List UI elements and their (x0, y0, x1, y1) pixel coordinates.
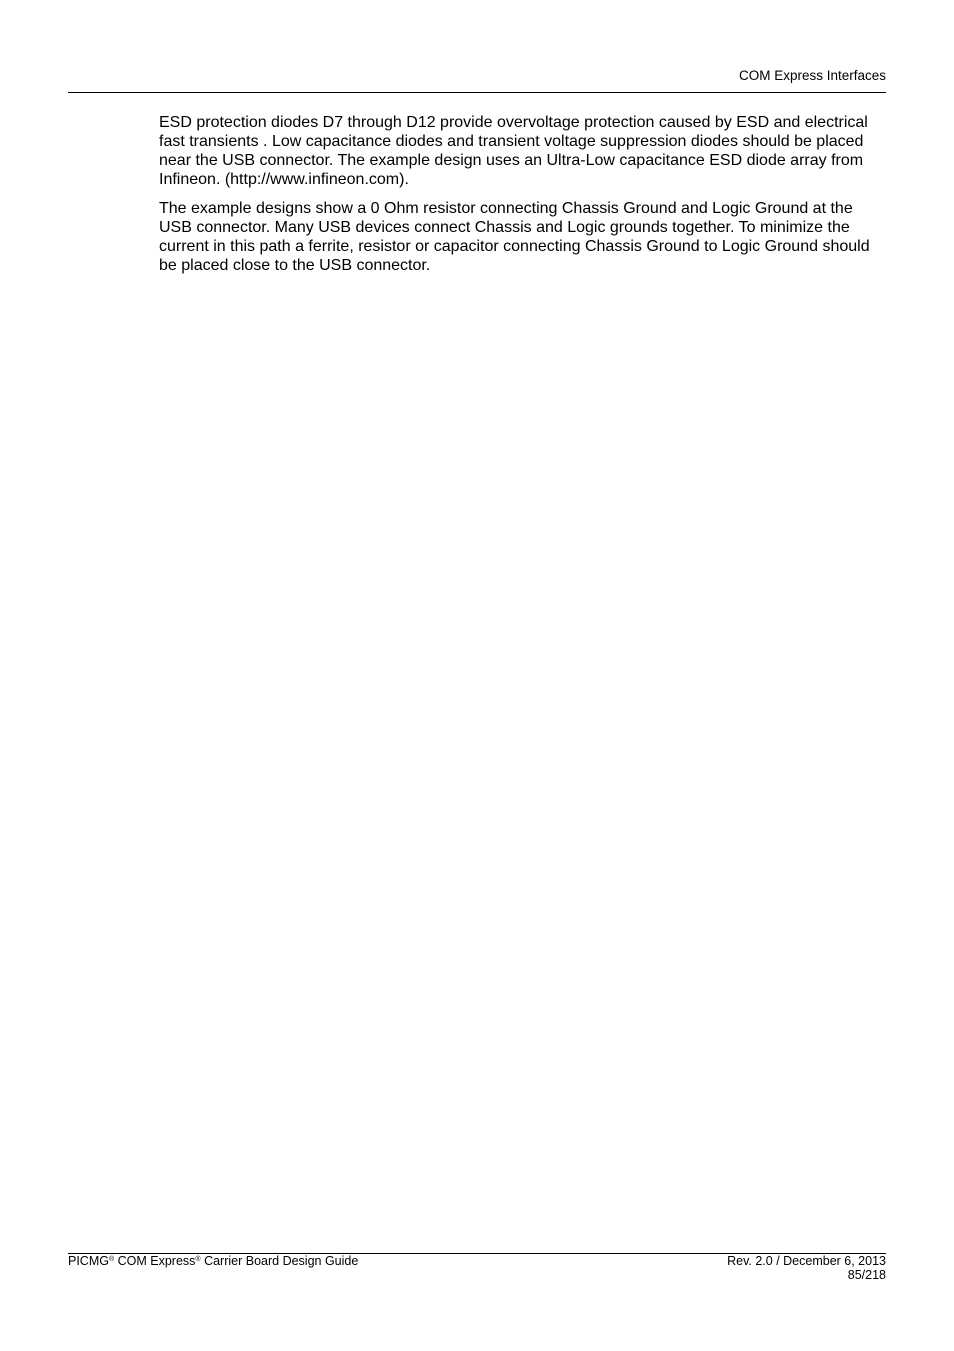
footer-title-part: Carrier Board Design Guide (200, 1254, 359, 1268)
footer-revision: Rev. 2.0 / December 6, 2013 (727, 1254, 886, 1268)
footer-page-number: 85/218 (847, 1268, 886, 1282)
paragraph-ground-connection: The example designs show a 0 Ohm resistor connecting Chassis Ground and Logic Ground at the USB connector. Many USB devices connect Chassis and Logic grounds together. To minimize the current in this path a ferrite, resistor or capacitor connecting Chassis Ground to Logic Ground should be placed close to the USB connector. (159, 200, 870, 274)
footer-right (727, 1254, 886, 1282)
page-header (68, 66, 886, 93)
header-title: COM Express Interfaces (738, 68, 886, 83)
footer-title-part: PICMG (68, 1254, 109, 1268)
footer-title-part: COM Express (114, 1254, 196, 1268)
footer-document-title (68, 1254, 358, 1268)
document-body (159, 113, 889, 285)
registered-mark: ® (195, 1256, 201, 1263)
paragraph-esd-protection: ESD protection diodes D7 through D12 provide overvoltage protection caused by ESD and electrical fast transients . Low capacitance diodes and transient voltage suppression diodes should be placed near the USB connector. The example design uses an Ultra-Low capacitance ESD diode array from Infineon. (http://www.infineon.com). (159, 114, 868, 188)
page-footer (68, 1253, 886, 1282)
registered-mark: ® (108, 1256, 115, 1263)
